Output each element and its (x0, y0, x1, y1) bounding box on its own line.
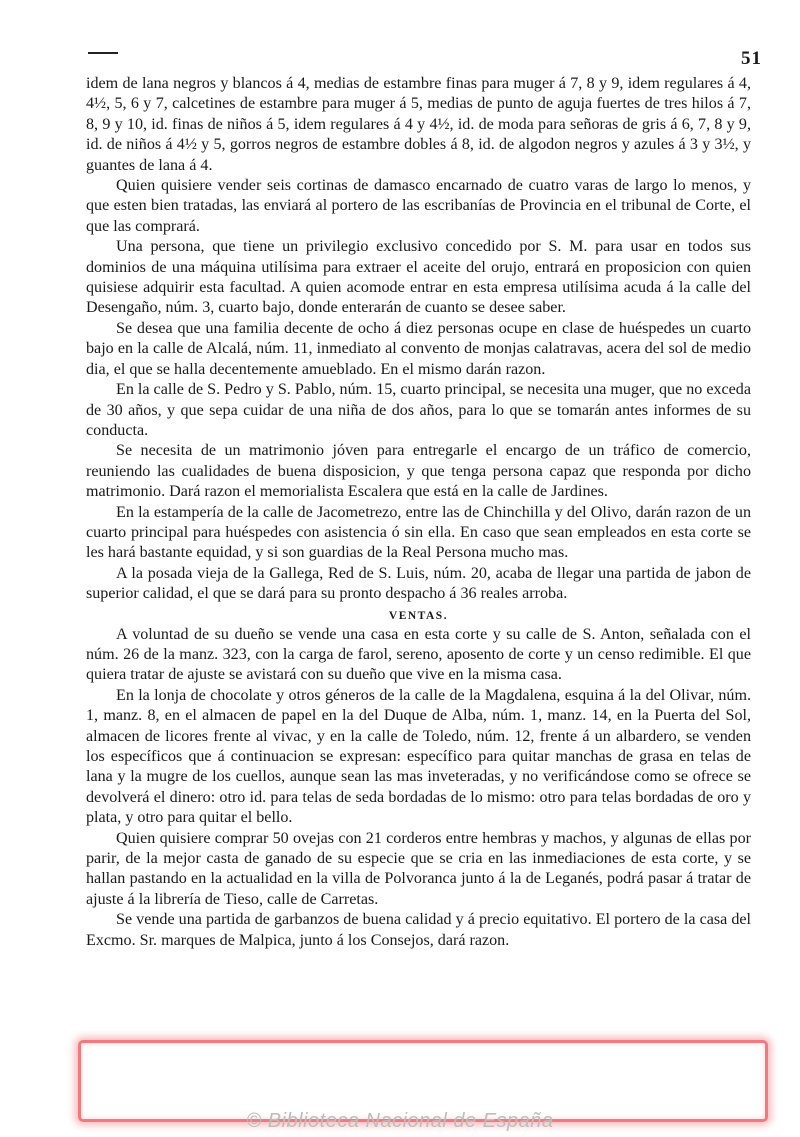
paragraph-matrimonio: Se necesita de un matrimonio jóven para entregarle el encargo de un tráfico de comercio, reuniendo las cualidades de buena disposicion, y que tenga persona capaz que responda por dicho matrimonio. Dará razon el memorialista Escalera que está en la calle de Jardines. (86, 442, 751, 501)
paragraph-stockings: idem de lana negros y blancos á 4, medias de estambre finas para muger á 7, 8 y 9, idem regulares á 4, 4½, 5, 6 y 7, calcetines de estambre para muger á 5, medias de punto de aguja fuertes de tres hilos á 7, 8, 9 y 10, id. finas de niños á 5, idem regulares á 4 y 4½, id. de moda para señoras de gris á 6, 7, 8 y 9, id. de niños á 4½ y 5, gorros negros de estambre dobles á 8, id. de algodon negros y azules á 3 y 3½, y guantes de lana á 4. (86, 75, 751, 174)
ventas-casa: A voluntad de su dueño se vende una casa en esta corte y su calle de S. Anton, señalada con el núm. 26 de la manz. 323, con la carga de farol, sereno, aposento de corte y un censo redimible. El que quiera tratar de ajuste se avistará con su dueño que vive en la misma casa. (86, 625, 751, 684)
ventas-garbanzos: Se vende una partida de garbanzos de buena calidad y á precio equitativo. El portero de la casa del Excmo. Sr. marques de Malpica, junto á los Consejos, dará razon. (86, 911, 751, 949)
article-column (86, 74, 751, 951)
paragraph-nanny: En la calle de S. Pedro y S. Pablo, núm. 15, cuarto principal, se necesita una muger, que no exceda de 30 años, y que sepa cuidar de una niña de dos años, para lo que se tomarán antes informes de su conducta. (86, 381, 751, 439)
page-number: 51 (741, 48, 762, 69)
section-heading-ventas: VENTAS. (388, 609, 449, 622)
watermark-text: © Biblioteca Nacional de España (246, 1110, 554, 1132)
paragraph-estamperia: En la estampería de la calle de Jacometrezo, entre las de Chinchilla y del Olivo, darán razon de un cuarto principal para huéspedes con asistencia ó sin ella. En caso que sean empleados en esta corte se les hará bastante equidad, y si son guardias de la Real Persona mucho mas. (86, 503, 751, 562)
paragraph-privilege: Una persona, que tiene un privilegio exclusivo concedido por S. M. para usar en todos sus dominios de una máquina utilísima para extraer el aceite del orujo, entrará en proposicion con quien quisiese adquirir esta facultad. A quien acomode entrar en esta empresa utilísima acuda á la calle del Desengaño, núm. 3, cuarto bajo, donde enterarán de cuanto se desee saber. (86, 238, 751, 317)
paragraph-curtains: Quien quisiere vender seis cortinas de damasco encarnado de cuatro varas de largo lo menos, y que esten bien tratadas, las enviará al portero de las escribanías de Provincia en el tribunal de Corte, el que las comprará. (86, 177, 751, 235)
paragraph-lodging-alcala: Se desea que una familia decente de ocho á diez personas ocupe en clase de huéspedes un cuarto bajo en la calle de Alcalá, núm. 11, inmediato al convento de monjas calatravas, acera del sol de medio dia, el que se halla decentemente amueblado. En el mismo darán razon. (86, 319, 751, 378)
header-dash (88, 52, 118, 54)
ventas-ovejas: Quien quisiere comprar 50 ovejas con 21 corderos entre hembras y machos, y algunas de ellas por parir, de la mejor casta de ganado de su especie que se cria en las inmediaciones de esta corte, y se hallan pastando en la actualidad en la villa de Polvoranca junto á la de Leganés, podrá pasar á tratar de ajuste á la librería de Tieso, calle de Carretas. (86, 829, 751, 908)
paragraph-jabon: A la posada vieja de la Gallega, Red de S. Luis, núm. 20, acaba de llegar una partida de jabon de superior calidad, el que se dará para su pronto despacho á 36 reales arroba. (86, 564, 751, 603)
ventas-especificos: En la lonja de chocolate y otros géneros de la calle de la Magdalena, esquina á la del Olivar, núm. 1, manz. 8, en el almacen de papel en la del Duque de Alba, núm. 1, manz. 14, en la Puerta del Sol, almacen de licores frente al vivac, y en la calle de Toledo, núm. 12, frente á un albardero, se venden los específicos que á continuacion se expresan: específico para quitar manchas de grasa en telas de lana y la mugre de los cuellos, aunque sean las mas inveteradas, y no verificándose como se ofrece se devolverá el dinero: otro id. para telas de seda bordadas de lo mismo: otro para telas bordadas de oro y plata, y otro para quitar el bello. (86, 686, 751, 827)
